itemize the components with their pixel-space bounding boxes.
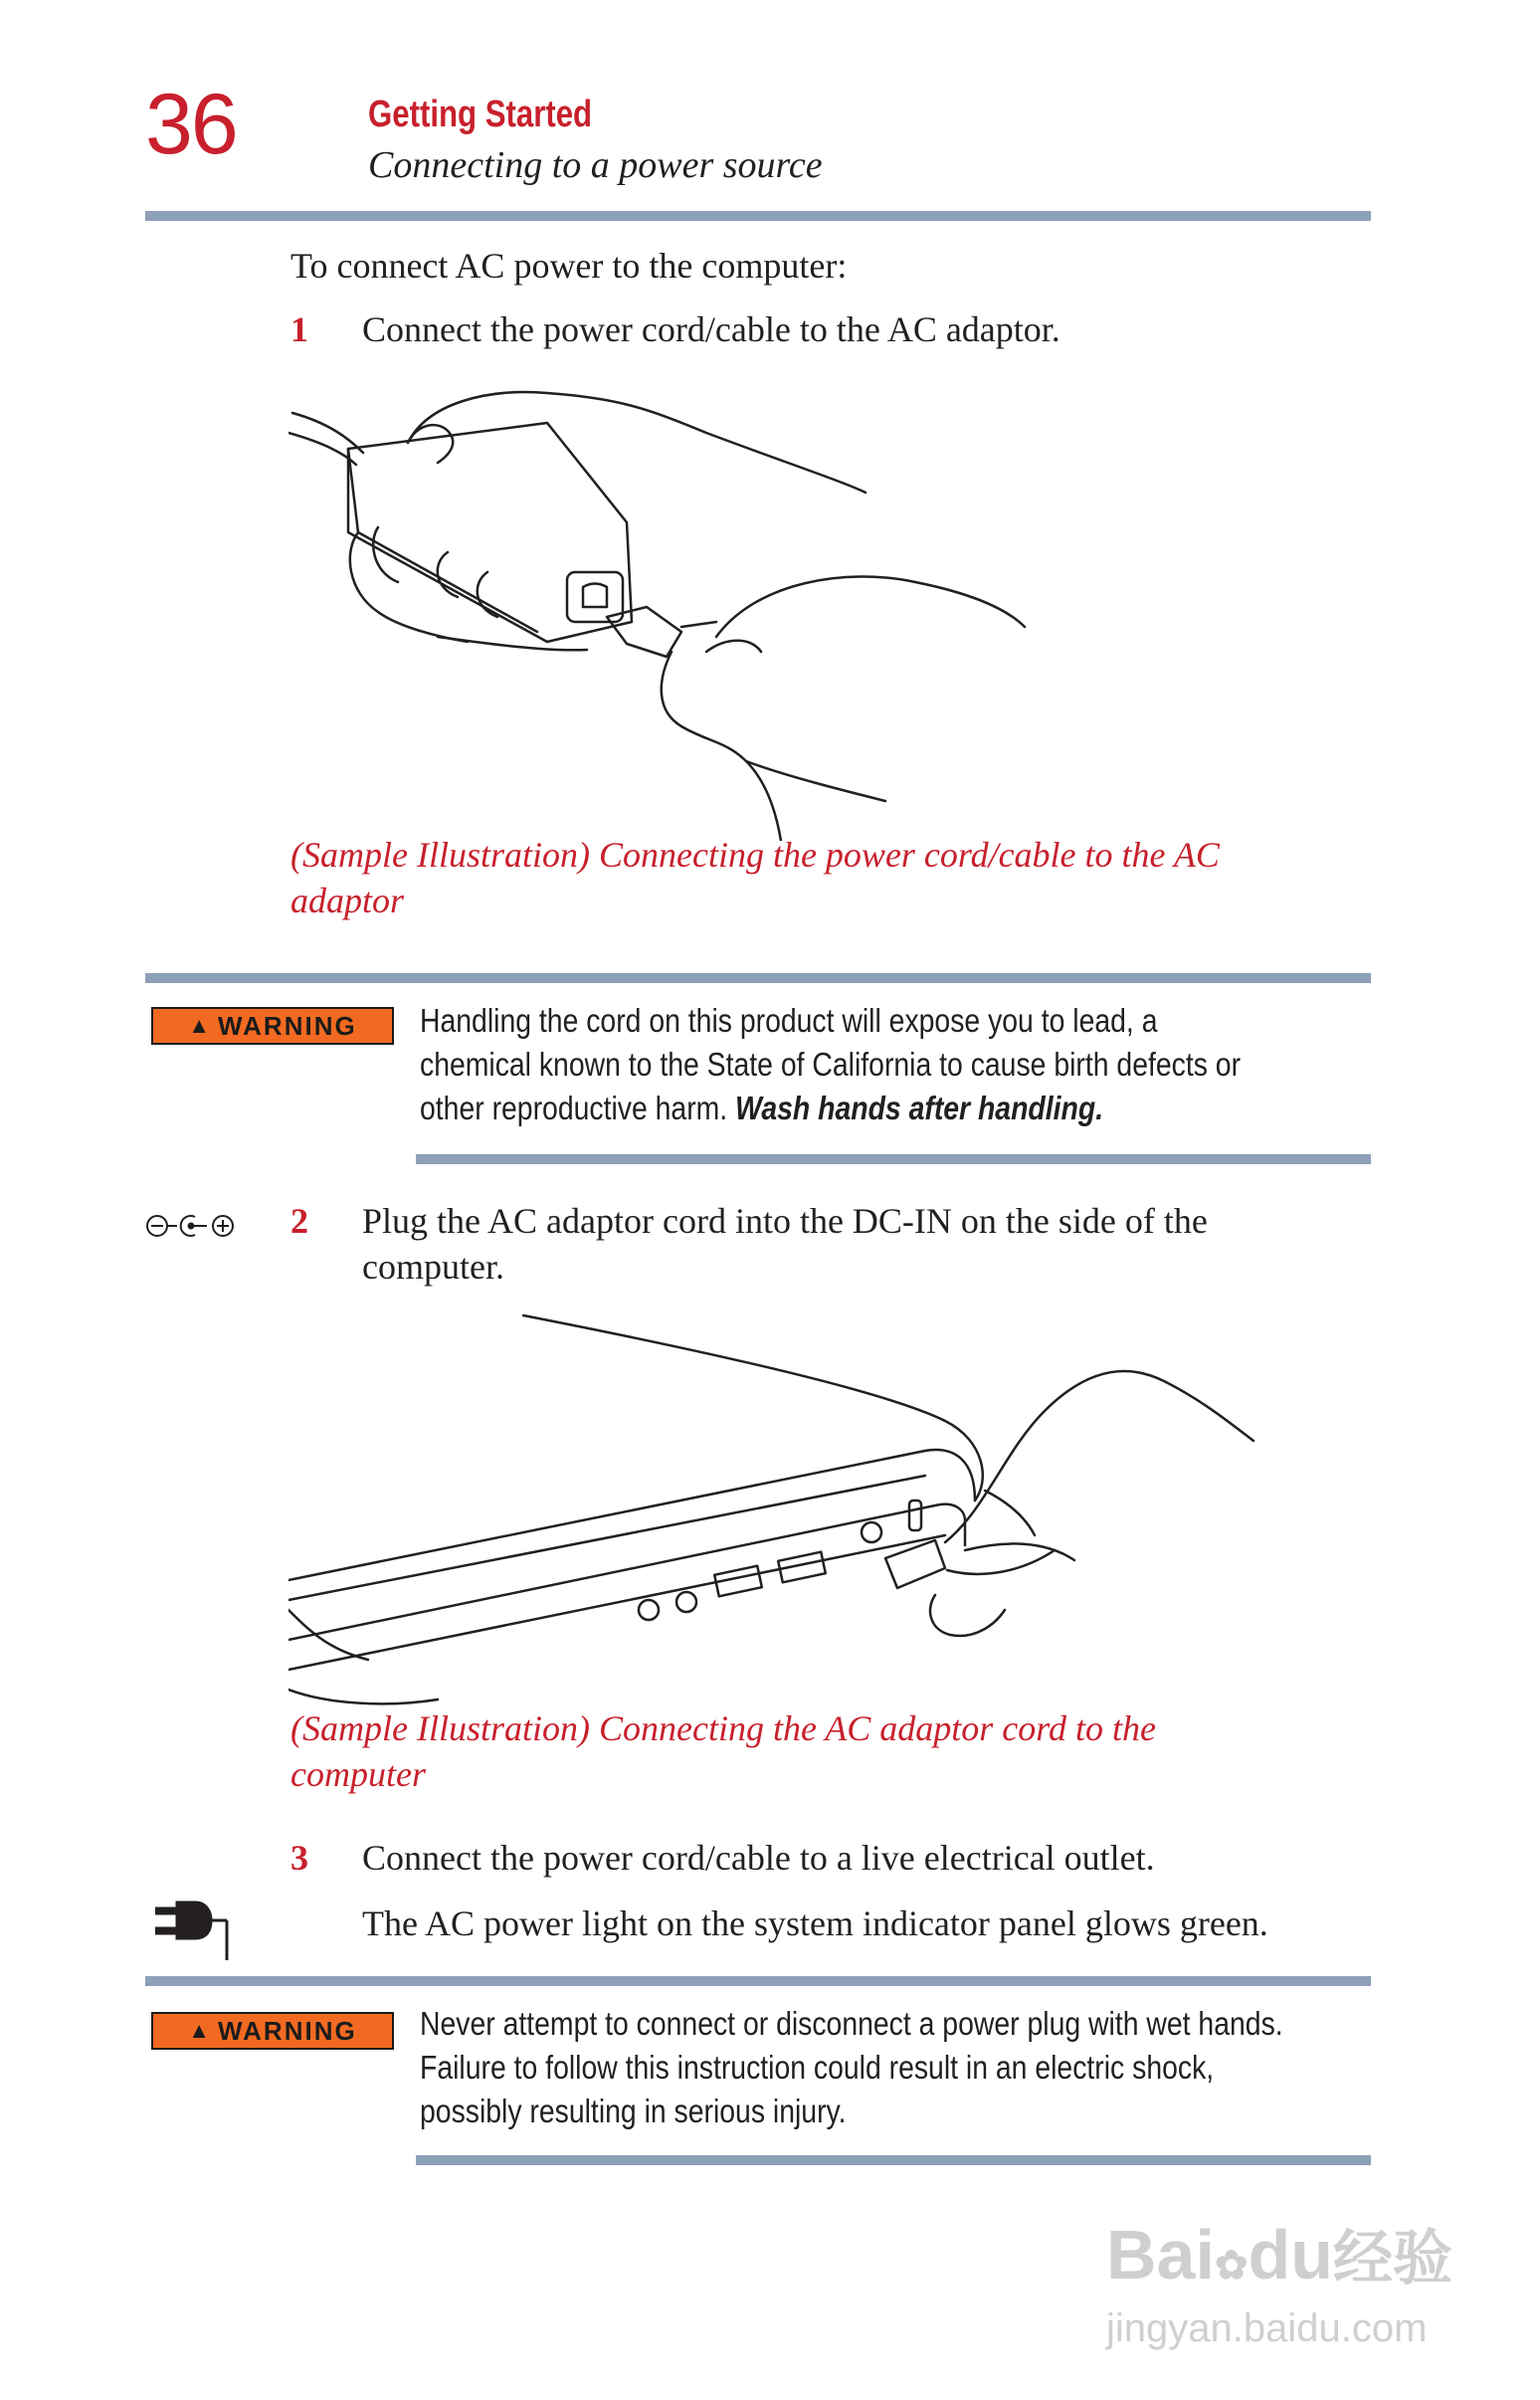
warning-1-top-rule	[145, 973, 1371, 983]
step-1-number: 1	[290, 309, 308, 349]
watermark-url: jingyan.baidu.com	[1106, 2306, 1428, 2350]
bottom-hand	[716, 577, 1025, 637]
watermark-paw-icon: ✿	[1214, 2244, 1249, 2288]
step-3-number: 3	[290, 1838, 308, 1878]
warning-2-bottom-rule	[416, 2155, 1371, 2165]
warning-2-line3: possibly resulting in serious injury.	[420, 2093, 847, 2129]
top-hand	[408, 392, 866, 493]
figure-2-caption-line1: (Sample Illustration) Connecting the AC adaptor cord to the	[290, 1708, 1156, 1748]
watermark-brand: Bai	[1106, 2216, 1215, 2294]
warning-1-line3-plain: other reproductive harm.	[420, 1090, 736, 1126]
hand	[945, 1371, 1253, 1542]
header-rule	[145, 211, 1371, 221]
warning-2-line1: Never attempt to connect or disconnect a power plug with wet hands.	[420, 2005, 1283, 2042]
warning-2-text	[420, 2002, 1284, 2133]
laptop-illustration	[289, 1311, 1263, 1709]
warning-1-badge	[151, 1007, 394, 1045]
power-plug-icon	[155, 1900, 235, 1960]
adaptor-body	[348, 423, 632, 642]
chapter-title: Getting Started	[368, 94, 593, 135]
warning-triangle-icon: ▲	[188, 2018, 213, 2043]
warning-1-bottom-rule	[416, 1154, 1371, 1164]
step-2-text-line1: Plug the AC adaptor cord into the DC-IN on the side of the	[362, 1201, 1208, 1241]
step-2-text-line2: computer.	[362, 1247, 504, 1287]
figure-1-caption-line1: (Sample Illustration) Connecting the power cord/cable to the AC	[290, 835, 1220, 875]
figure-1-caption-line2: adaptor	[290, 881, 405, 920]
power-light-note: The AC power light on the system indicator panel glows green.	[362, 1903, 1268, 1943]
warning-1-line1: Handling the cord on this product will expose you to lead, a	[420, 1002, 1158, 1039]
figure-2-caption-line2: computer	[290, 1754, 426, 1794]
warning-2-badge	[151, 2012, 394, 2050]
adaptor-illustration	[289, 383, 1045, 841]
page-number: 36	[145, 77, 237, 172]
intro-text: To connect AC power to the computer:	[290, 246, 848, 286]
laptop-lid	[523, 1315, 983, 1500]
warning-1-emphasis: Wash hands after handling.	[735, 1090, 1104, 1126]
audio-port-2	[676, 1592, 696, 1612]
watermark-brand2: du	[1248, 2216, 1333, 2294]
watermark-logo	[1106, 2211, 1452, 2297]
step-1-text: Connect the power cord/cable to the AC adaptor.	[362, 309, 1060, 349]
dc-plug	[885, 1540, 945, 1588]
warning-1-badge-label: WARNING	[218, 1010, 357, 1041]
warning-2-badge-label: WARNING	[218, 2015, 357, 2046]
section-title: Connecting to a power source	[368, 144, 823, 186]
dc-in-icon	[145, 1212, 237, 1240]
cord-plug	[607, 607, 681, 657]
warning-1-line3	[420, 1087, 1284, 1130]
warning-1-line2: chemical known to the State of California to cause birth defects or	[420, 1046, 1242, 1083]
warning-2-top-rule	[145, 1976, 1371, 1986]
lock-slot	[909, 1500, 921, 1530]
warning-1-text	[420, 999, 1284, 1130]
step-2-number: 2	[290, 1201, 308, 1241]
warning-2-line2: Failure to follow this instruction could result in an electric shock,	[420, 2049, 1215, 2086]
watermark-cn: 经验	[1332, 2225, 1452, 2292]
warning-triangle-icon: ▲	[188, 1013, 213, 1038]
step-3-text: Connect the power cord/cable to a live electrical outlet.	[362, 1838, 1155, 1878]
audio-port-1	[639, 1600, 659, 1620]
dc-in-port	[862, 1522, 881, 1542]
